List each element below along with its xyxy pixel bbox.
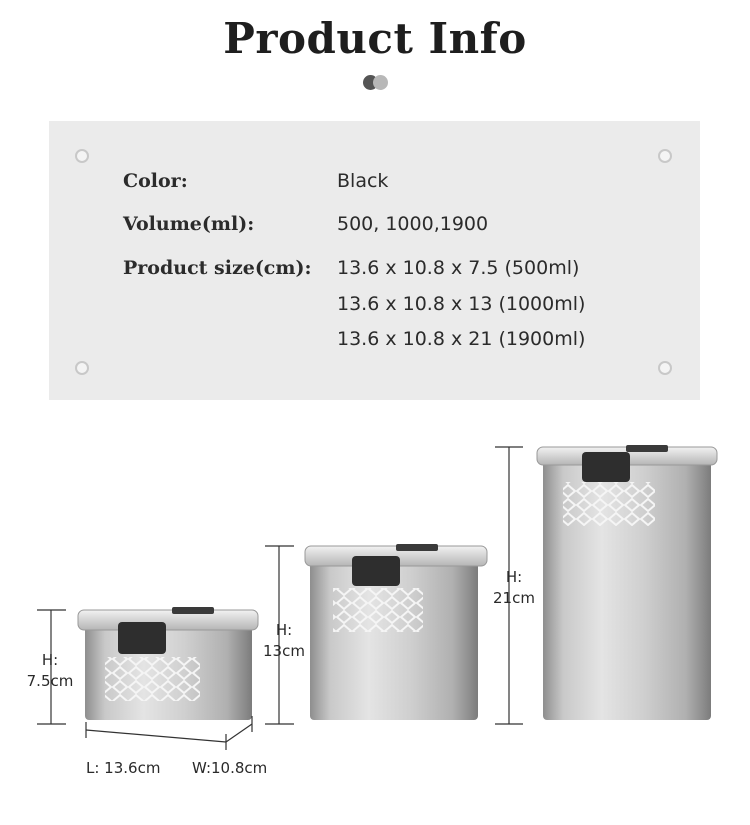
title-decoration-dots — [363, 75, 391, 91]
volume-value: 500, 1000,1900 — [337, 213, 489, 235]
large-height-value: 21cm — [493, 589, 535, 607]
page-title: Product Info — [223, 14, 527, 63]
small-height-label — [20, 650, 80, 692]
rivet-icon — [658, 361, 672, 375]
dot-light — [373, 75, 388, 90]
large-canister-image — [537, 445, 717, 720]
rivet-icon — [658, 149, 672, 163]
small-canister-image — [78, 607, 258, 720]
size-value-1900: 13.6 x 10.8 x 21 (1900ml) — [337, 328, 586, 350]
small-length-label: L: 13.6cm — [86, 759, 161, 777]
small-height-prefix: H: — [41, 651, 59, 669]
volume-label: Volume(ml): — [123, 213, 255, 235]
rivet-icon — [75, 361, 89, 375]
large-height-prefix: H: — [505, 568, 523, 586]
color-value: Black — [337, 170, 389, 192]
medium-height-prefix: H: — [275, 621, 293, 639]
size-label: Product size(cm): — [123, 257, 312, 279]
large-height-label — [484, 567, 544, 609]
size-value-500: 13.6 x 10.8 x 7.5 (500ml) — [337, 257, 580, 279]
medium-canister-image — [305, 544, 487, 720]
small-width-label: W:10.8cm — [192, 759, 268, 777]
color-label: Color: — [123, 170, 188, 192]
spec-panel — [49, 121, 700, 400]
medium-height-label — [254, 620, 314, 662]
size-value-1000: 13.6 x 10.8 x 13 (1000ml) — [337, 293, 586, 315]
canister-illustrations — [0, 400, 750, 820]
rivet-icon — [75, 149, 89, 163]
medium-height-value: 13cm — [263, 642, 305, 660]
small-height-value: 7.5cm — [26, 672, 74, 690]
